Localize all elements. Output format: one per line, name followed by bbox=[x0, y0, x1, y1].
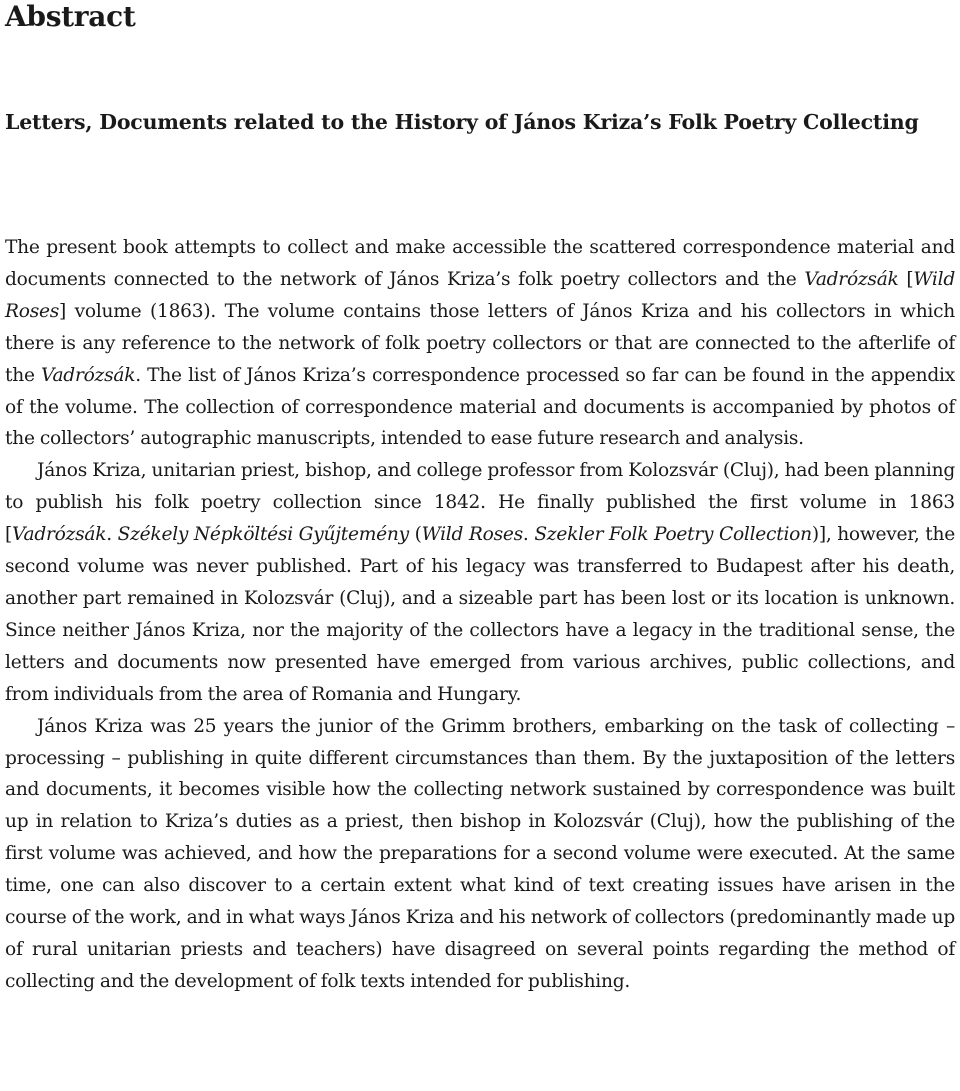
abstract-heading: Abstract bbox=[5, 0, 136, 33]
body-paragraph: János Kriza was 25 years the junior of the Grimm brothers, embarking on the task of collecting – processing – publishing in quite different circumstances than them. By the juxtaposition of the letters and documents, it becomes visible how the collecting network sustained by correspondence was built up in relation to Kriza’s duties as a priest, then bishop in Kolozsvár (Cluj), how the publishing of the first volume was achieved, and how the preparations for a second volume were executed. At the same time, one can also discover to a certain extent what kind of text creating issues have arisen in the course of the work, and in what ways János Kriza and his network of collectors (predominantly made up of rural unitarian priests and teachers) have disagreed on several points regarding the method of collecting and the development of folk texts intended for publishing. bbox=[5, 715, 955, 992]
abstract-body bbox=[5, 232, 955, 998]
body-paragraph: János Kriza, unitarian priest, bishop, and college professor from Kolozsvár (Cluj), had been planning to publish his folk poetry collection since 1842. He finally published the first volume in 1863 [Vadrózsák. Székely Népköltési Gyűjtemény (Wild Roses. Szekler Folk Poetry Collection)], however, the second volume was never published. Part of his legacy was transferred to Budapest after his death, another part remained in Kolozsvár (Cluj), and a sizeable part has been lost or its location is unknown. Since neither János Kriza, nor the majority of the collectors have a legacy in the traditional sense, the letters and documents now presented have emerged from various archives, public collections, and from individuals from the area of Romania and Hungary. bbox=[5, 460, 955, 705]
body-paragraph: The present book attempts to collect and make accessible the scattered correspondence material and documents connected to the network of János Kriza’s folk poetry collectors and the Vadrózsák [Wild Roses] volume (1863). The volume contains those letters of János Kriza and his collectors in which there is any reference to the network of folk poetry collectors or that are connected to the afterlife of the Vadrózsák. The list of János Kriza’s correspondence processed so far can be found in the appendix of the volume. The collection of correspondence material and documents is accompanied by photos of the collectors’ autographic manuscripts, intended to ease future research and analysis. bbox=[5, 237, 955, 450]
article-title: Letters, Documents related to the History of János Kriza’s Folk Poetry Collecting bbox=[5, 110, 919, 134]
